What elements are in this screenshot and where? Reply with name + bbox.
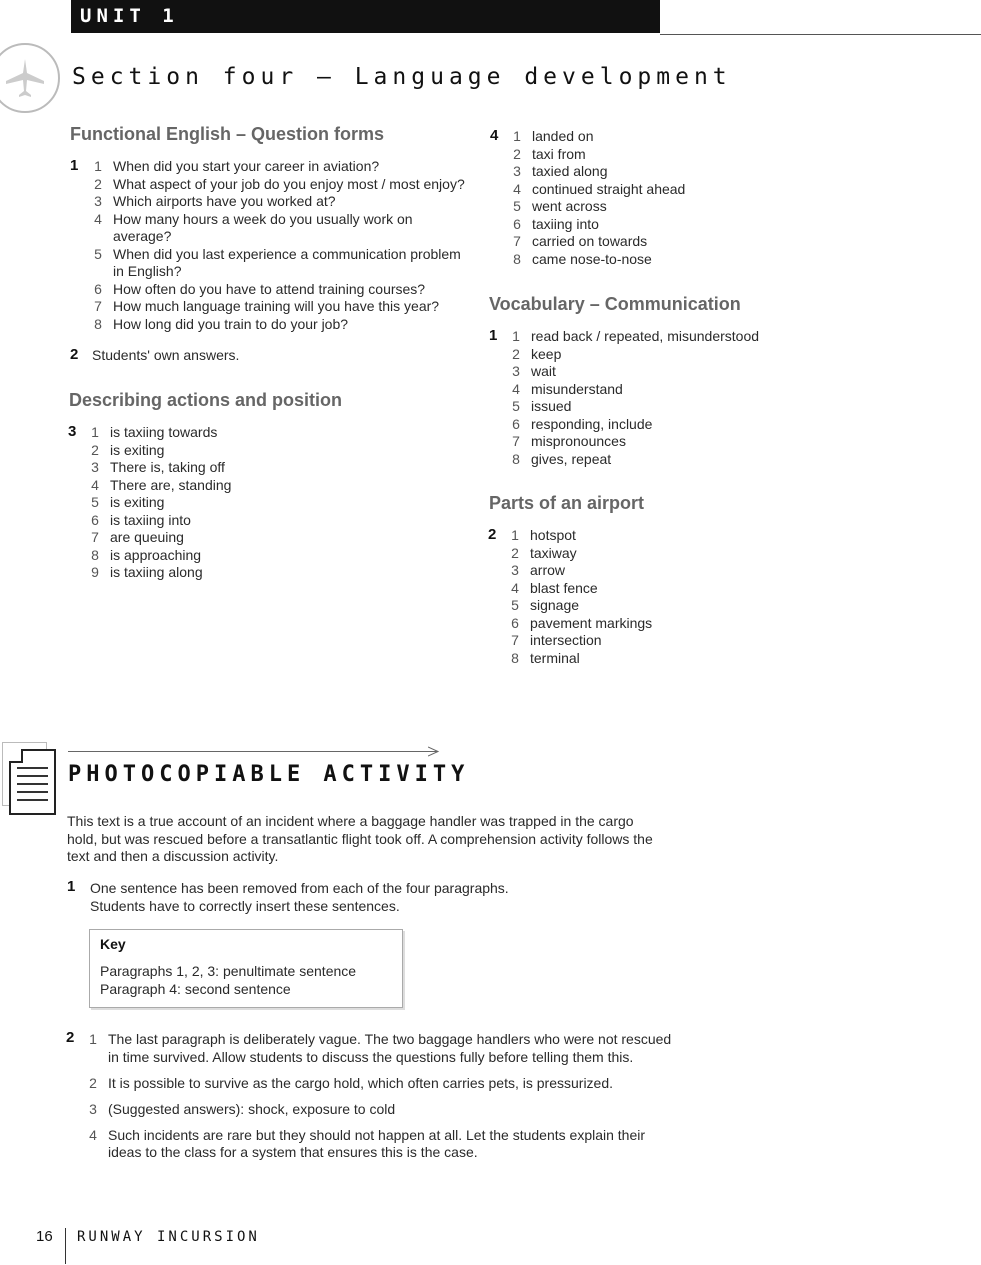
- key-title: Key: [100, 936, 126, 952]
- item-text: How long did you train to do your job?: [113, 315, 349, 332]
- item-number: 4: [511, 579, 519, 596]
- item-text: read back / repeated, misunderstood: [531, 328, 760, 344]
- item-text: signage: [530, 597, 580, 613]
- arrow-rule: [68, 751, 438, 752]
- item-number: 2: [94, 175, 102, 192]
- item-number: 5: [91, 494, 99, 510]
- heading-vocabulary: Vocabulary – Communication: [489, 294, 741, 314]
- item-text: ideas to the class for a system that ensures this is the case.: [108, 1144, 478, 1160]
- item-number: 7: [513, 233, 521, 249]
- item-number: 7: [94, 298, 102, 314]
- question-number: 2: [66, 1029, 75, 1046]
- item-text: are queuing: [110, 529, 184, 545]
- item-text: How many hours a week do you usually work on: [113, 210, 413, 227]
- footer-divider: [65, 1228, 66, 1264]
- item-text: continued straight ahead: [532, 180, 686, 197]
- item-number: 7: [91, 529, 99, 545]
- item-text: keep: [531, 345, 562, 362]
- answer-text: Students' own answers.: [92, 347, 240, 363]
- item-number: 2: [512, 345, 520, 362]
- item-text: When did you start your career in aviation?: [113, 158, 380, 174]
- item-text: is taxiing into: [110, 511, 191, 528]
- item-number: 3: [511, 562, 519, 578]
- item-text: issued: [531, 398, 572, 414]
- key-line: Paragraphs 1, 2, 3: penultimate sentence: [100, 963, 357, 979]
- instruction-line: Students have to correctly insert these sentences.: [90, 898, 400, 914]
- photocopiable-title: PHOTOCOPIABLE ACTIVITY: [68, 762, 470, 787]
- item-number: 1: [94, 158, 102, 174]
- item-number: 2: [89, 1074, 97, 1091]
- item-text: It is possible to survive as the cargo hold, which often carries pets, is pressurized.: [108, 1074, 614, 1091]
- item-number: 2: [91, 441, 99, 458]
- question-number: 3: [68, 423, 77, 440]
- item-number: 4: [91, 476, 99, 493]
- item-text: responding, include: [531, 415, 653, 432]
- item-number: 7: [512, 433, 520, 449]
- item-text: Which airports have you worked at?: [113, 193, 336, 209]
- item-text: mispronounces: [531, 433, 626, 449]
- heading-describing-actions: Describing actions and position: [69, 390, 343, 410]
- item-text: There are, standing: [110, 476, 232, 493]
- item-number: 1: [512, 328, 520, 344]
- question-number: 1: [489, 327, 498, 344]
- key-line: Paragraph 4: second sentence: [100, 981, 291, 997]
- item-number: 5: [511, 597, 519, 613]
- item-text: arrow: [530, 562, 566, 578]
- item-text: taxiing into: [532, 215, 599, 232]
- section-title: Section four – Language development: [72, 64, 732, 90]
- item-text: Such incidents are rare but they should not happen at all. Let the students explain their: [108, 1126, 646, 1143]
- item-number: 3: [91, 459, 99, 475]
- item-text: is taxiing towards: [110, 424, 218, 440]
- item-text: How often do you have to attend training courses?: [113, 280, 426, 297]
- item-text: is exiting: [110, 441, 165, 458]
- key-box: [89, 929, 403, 1008]
- item-text: The last paragraph is deliberately vague. The two baggage handlers who were not rescued: [108, 1031, 672, 1047]
- item-number: 1: [513, 128, 521, 144]
- item-text: terminal: [530, 649, 580, 666]
- heading-question-forms: Functional English – Question forms: [70, 124, 385, 144]
- item-text: taxi from: [532, 145, 586, 162]
- item-text: in English?: [113, 263, 182, 279]
- item-number: 6: [512, 415, 520, 432]
- item-text: (Suggested answers): shock, exposure to cold: [108, 1100, 396, 1117]
- item-text: taxied along: [532, 163, 608, 179]
- item-text: gives, repeat: [531, 450, 612, 467]
- item-text: blast fence: [530, 579, 598, 596]
- intro-line: This text is a true account of an incident where a baggage handler was trapped in the cargo: [67, 813, 634, 829]
- item-number: 8: [91, 546, 99, 563]
- airplane-logo-icon: [0, 43, 60, 113]
- top-rule: [660, 34, 981, 35]
- unit-label: UNIT 1: [80, 5, 179, 27]
- item-number: 8: [511, 649, 519, 666]
- item-text: in time survived. Allow students to discuss the questions fully before telling them this.: [108, 1048, 634, 1065]
- footer-title: RUNWAY INCURSION: [77, 1229, 260, 1245]
- item-number: 6: [94, 280, 102, 297]
- item-text: is exiting: [110, 494, 165, 510]
- item-number: 1: [91, 424, 99, 440]
- instruction-line: One sentence has been removed from each of the four paragraphs.: [90, 880, 509, 896]
- item-text: What aspect of your job do you enjoy most / most enjoy?: [113, 175, 465, 192]
- item-number: 5: [512, 398, 520, 414]
- item-number: 8: [513, 250, 521, 267]
- intro-line: text and then a discussion activity.: [67, 848, 279, 864]
- item-number: 6: [513, 215, 521, 232]
- item-number: 3: [89, 1100, 97, 1117]
- item-text: pavement markings: [530, 614, 653, 631]
- item-number: 7: [511, 632, 519, 648]
- item-text: When did you last experience a communication problem: [113, 245, 461, 262]
- item-text: came nose-to-nose: [532, 250, 652, 267]
- item-text: misunderstand: [531, 380, 623, 397]
- document-icon: [9, 749, 56, 815]
- item-text: wait: [531, 363, 556, 379]
- item-number: 6: [91, 511, 99, 528]
- item-number: 2: [511, 544, 519, 561]
- item-number: 5: [513, 198, 521, 214]
- item-text: is approaching: [110, 546, 202, 563]
- question-number: 4: [490, 127, 499, 144]
- item-number: 4: [512, 380, 520, 397]
- item-text: intersection: [530, 632, 602, 648]
- question-number: 1: [67, 878, 76, 895]
- heading-parts-of-airport: Parts of an airport: [489, 493, 645, 513]
- item-number: 3: [94, 193, 102, 209]
- arrow-head-icon: [428, 746, 440, 758]
- item-text: taxiway: [530, 544, 577, 561]
- question-number: 2: [488, 526, 497, 543]
- item-number: 4: [94, 210, 102, 227]
- item-text: carried on towards: [532, 233, 648, 249]
- item-text: hotspot: [530, 527, 576, 543]
- page-number: 16: [36, 1228, 53, 1245]
- item-number: 6: [511, 614, 519, 631]
- item-text: There is, taking off: [110, 459, 225, 475]
- item-number: 4: [89, 1126, 97, 1143]
- question-number: 2: [70, 346, 79, 363]
- item-number: 3: [512, 363, 520, 379]
- item-number: 8: [94, 315, 102, 332]
- item-number: 8: [512, 450, 520, 467]
- item-text: is taxiing along: [110, 564, 203, 580]
- item-text: landed on: [532, 128, 594, 144]
- item-text: went across: [532, 198, 607, 214]
- item-text: How much language training will you have this year?: [113, 298, 440, 314]
- item-number: 1: [511, 527, 519, 543]
- item-text: average?: [113, 228, 172, 244]
- item-number: 5: [94, 245, 102, 262]
- item-number: 2: [513, 145, 521, 162]
- item-number: 1: [89, 1031, 97, 1047]
- item-number: 4: [513, 180, 521, 197]
- question-number: 1: [70, 157, 79, 174]
- intro-line: hold, but was rescued before a transatlantic flight took off. A comprehension activity follows the: [67, 831, 653, 847]
- item-number: 9: [91, 564, 99, 580]
- item-number: 3: [513, 163, 521, 179]
